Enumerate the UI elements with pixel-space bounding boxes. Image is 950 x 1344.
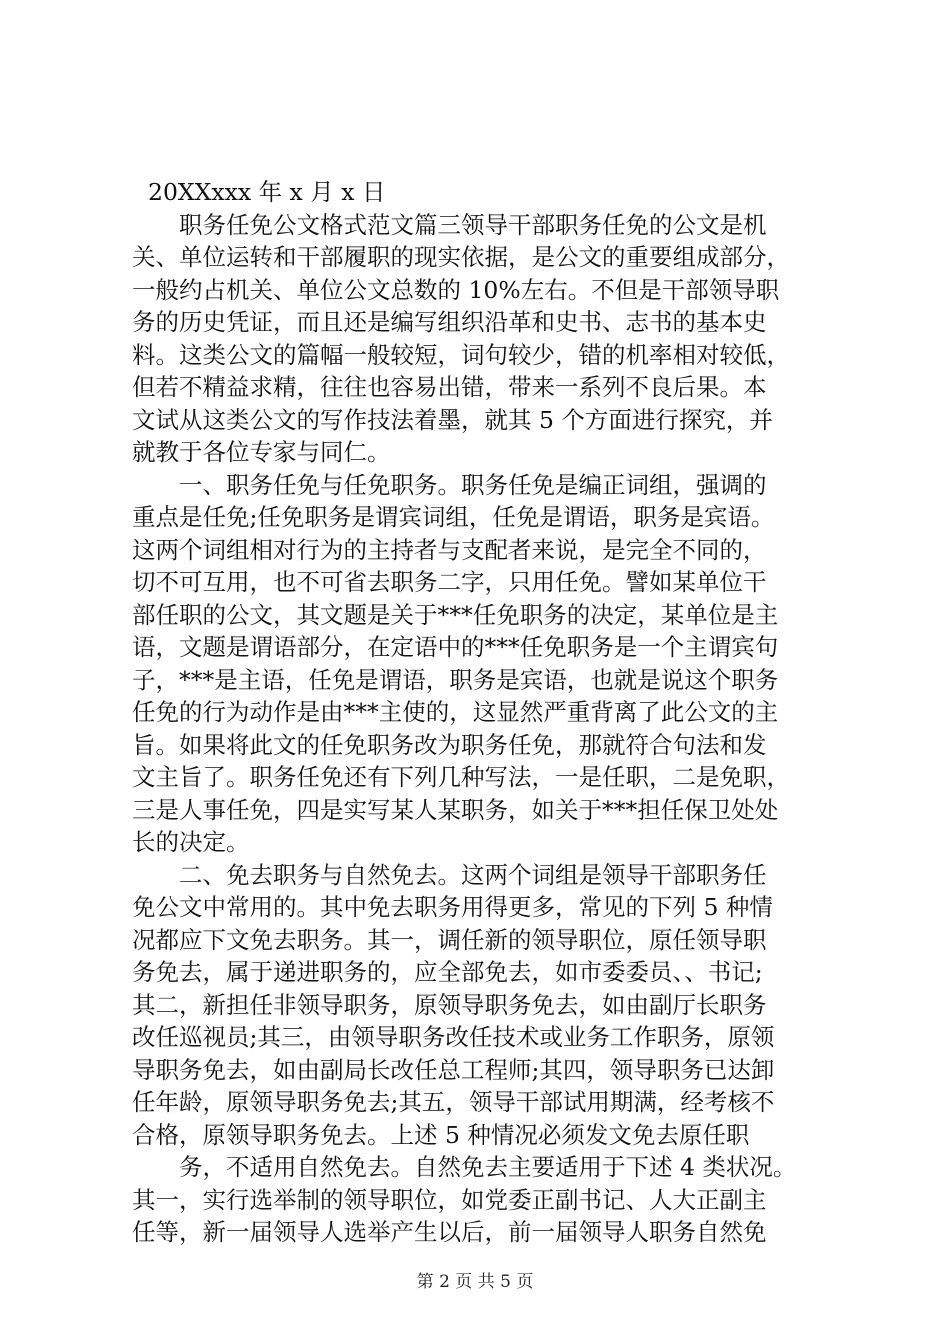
paragraph-line: 免公文中常用的。其中免去职务用得更多，常见的下列 5 种情 <box>132 893 773 921</box>
paragraph-line: 务，不适用自然免去。自然免去主要适用于下述 4 类状况。 <box>179 1153 797 1181</box>
paragraph-line: 切不可互用，也不可省去职务二字，只用任免。譬如某单位干 <box>132 568 767 596</box>
paragraph-line: 任免的行为动作是由***主使的，这显然严重背离了此公文的主 <box>132 698 779 726</box>
paragraph-line: 重点是任免;任免职务是谓宾词组，任免是谓语，职务是宾语。 <box>132 503 775 531</box>
paragraph-line: 就教于各位专家与同仁。 <box>132 438 391 466</box>
paragraph-line: 子，***是主语，任免是谓语，职务是宾语，也就是说这个职务 <box>132 665 779 694</box>
paragraph-line: 部任职的公文，其文题是关于***任免职务的决定，某单位是主 <box>132 600 779 629</box>
paragraph-line: 改任巡视员;其三，由领导职务改任技术或业务工作职务，原领 <box>132 1023 775 1051</box>
paragraph-line: 一、职务任免与任免职务。职务任免是编正词组，强调的 <box>179 470 767 499</box>
paragraph-line: 职务任免公文格式范文篇三领导干部职务任免的公文是机 <box>179 210 767 239</box>
paragraph-line: 二、免去职务与自然免去。这两个词组是领导干部职务任 <box>179 860 767 889</box>
paragraph-line: 这两个词组相对行为的主持者与支配者来说，是完全不同的， <box>132 535 767 564</box>
paragraph-line: 其一，实行选举制的领导职位，如党委正副书记、人大正副主 <box>132 1185 767 1214</box>
paragraph-line: 语，文题是谓语部分，在定语中的***任免职务是一个主谓宾句 <box>132 633 779 661</box>
page-number-footer: 第 2 页 共 5 页 <box>416 1272 534 1292</box>
paragraph-line: 务免去，属于递进职务的，应全部免去，如市委委员、、书记; <box>132 958 763 986</box>
paragraph-line: 一般约占机关、单位公文总数的 10%左右。不但是干部领导职 <box>132 275 780 304</box>
paragraph-line: 务的历史凭证，而且还是编写组织沿革和史书、志书的基本史 <box>132 308 767 336</box>
paragraph-line: 导职务免去，如由副局长改任总工程师;其四，领导职务已达卸 <box>132 1055 775 1084</box>
paragraph-line: 文试从这类公文的写作技法着墨，就其 5 个方面进行探究，并 <box>132 405 773 434</box>
document-body <box>132 176 832 1249</box>
paragraph-line: 其二，新担任非领导职务，原领导职务免去，如由副厅长职务 <box>132 990 767 1019</box>
paragraph-line: 合格，原领导职务免去。上述 5 种情况必须发文免去原任职 <box>132 1120 750 1149</box>
paragraph-line: 任年龄，原领导职务免去;其五，领导干部试用期满，经考核不 <box>132 1088 775 1116</box>
paragraph-line: 况都应下文免去职务。其一，调任新的领导职位，原任领导职 <box>132 925 767 954</box>
paragraph-line: 任等，新一届领导人选举产生以后，前一届领导人职务自然免 <box>132 1218 767 1246</box>
date-line: 20XXxxx 年 x 月 x 日 <box>148 178 386 206</box>
paragraph-line: 长的决定。 <box>132 828 250 856</box>
paragraph-line: 旨。如果将此文的任免职务改为职务任免，那就符合句法和发 <box>132 730 767 759</box>
paragraph-line: 但若不精益求精，往往也容易出错，带来一系列不良后果。本 <box>132 373 767 401</box>
paragraph-line: 料。这类公文的篇幅一般较短，词句较少，错的机率相对较低， <box>132 340 790 369</box>
paragraph-line: 三是人事任免，四是实写某人某职务，如关于***担任保卫处处 <box>132 795 779 824</box>
paragraph-line: 关、单位运转和干部履职的现实依据，是公文的重要组成部分， <box>132 243 790 271</box>
paragraph-line: 文主旨了。职务任免还有下列几种写法，一是任职，二是免职， <box>132 763 790 791</box>
